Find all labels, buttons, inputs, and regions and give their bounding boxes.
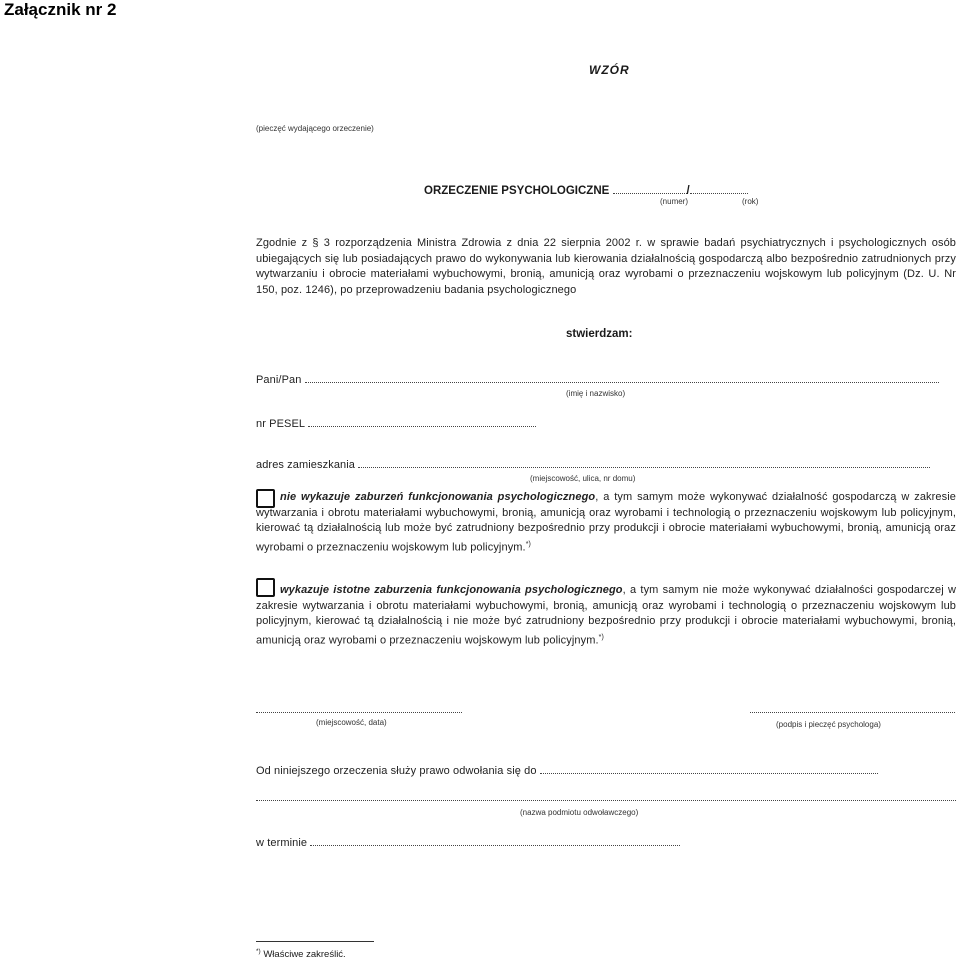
option-no-disorders-text xyxy=(256,490,956,556)
place-date-caption: (miejscowość, data) xyxy=(316,718,387,727)
deadline-label: w terminie xyxy=(256,837,308,849)
number-field[interactable] xyxy=(613,181,687,194)
option-disorders-rest: , a tym samym nie może wykonywać działalności gospodarczej w zakresie wytwarzania i obrotu materiałami wybuchowymi, bronią, amunicją oraz wyrobami i technologią o przeznaczeniu wojskowym lub policyjnym, kierować tą działalnością i nie może być zatrudniony bezpośrednio przy produkcji i obrocie materiałami wybuchowymi, bronią, amunicją oraz wyrobami o przeznaczeniu wojskowym lub policyjnym. xyxy=(256,584,956,647)
place-date-field[interactable] xyxy=(256,704,462,713)
footnote-text: Właściwe zakreślić. xyxy=(263,949,346,961)
appeal-text: Od niniejszego orzeczenia służy prawo odwołania się do xyxy=(256,765,537,777)
intro-paragraph: Zgodnie z § 3 rozporządzenia Ministra Zdrowia z dnia 22 sierpnia 2002 r. w sprawie badań psychiatrycznych i psychologicznych osób ubiegających się lub posiadających prawo do wykonywania lub kierowania działalnością gospodarczą albo bezpośrednio zatrudnionych przy wytwarzaniu i obrocie materiałami wybuchowymi, bronią, amunicją oraz wyrobami o przeznaczeniu wojskowym lub policyjnym (Dz. U. Nr 150, poz. 1246), po przeprowadzeniu badania psychologicznego xyxy=(256,237,956,296)
option-no-disorders-rest: , a tym samym może wykonywać działalność gospodarczą w zakresie wytwarzania i obrotu materiałami wybuchowymi, bronią, amunicją oraz wyrobami i technologią o przeznaczeniu wojskowym lub policyjnym, kierować tą działalnością lub może być zatrudniony bezpośrednio przy produkcji i obrocie materiałami wybuchowymi, bronią, amunicją oraz wyrobami o przeznaczeniu wojskowym lub policyjnym. xyxy=(256,491,956,554)
document-title: ORZECZENIE PSYCHOLOGICZNE xyxy=(424,185,610,197)
name-row xyxy=(256,370,939,389)
year-field[interactable] xyxy=(690,181,748,194)
document-title-line xyxy=(424,181,748,197)
appeal-field[interactable] xyxy=(540,761,878,774)
address-label: adres zamieszkania xyxy=(256,459,356,471)
year-caption: (rok) xyxy=(742,197,759,206)
template-label: WZÓR xyxy=(589,63,630,77)
name-field[interactable] xyxy=(305,370,939,383)
name-label: Pani/Pan xyxy=(256,374,302,386)
name-caption: (imię i nazwisko) xyxy=(566,389,626,398)
option-no-disorders-bold: nie wykazuje zaburzeń funkcjonowania psychologicznego xyxy=(280,491,596,503)
pesel-row xyxy=(256,414,536,433)
appeal-row xyxy=(256,761,878,780)
deadline-field[interactable] xyxy=(310,833,680,846)
address-field[interactable] xyxy=(358,455,930,468)
number-caption: (numer) xyxy=(660,197,689,206)
title-slash: / xyxy=(686,185,690,197)
stamp-caption: (pieczęć wydającego orzeczenie) xyxy=(256,124,374,133)
deadline-row xyxy=(256,833,680,852)
signature-caption: (podpis i pieczęć psychologa) xyxy=(776,720,881,729)
declaration-heading: stwierdzam: xyxy=(566,328,633,340)
appeal-caption: (nazwa podmiotu odwoławczego) xyxy=(520,808,639,817)
footnote-mark: *) xyxy=(256,948,261,955)
option-disorders-bold: wykazuje istotne zaburzenia funkcjonowania psychologicznego xyxy=(280,584,623,596)
option-disorders-mark: *) xyxy=(598,633,604,641)
option-no-disorders-mark: *) xyxy=(525,540,531,548)
attachment-label: Załącznik nr 2 xyxy=(4,0,117,19)
address-caption: (miejscowość, ulica, nr domu) xyxy=(530,474,636,483)
signature-field[interactable] xyxy=(750,704,955,713)
footnote xyxy=(256,948,346,960)
option-disorders-text xyxy=(256,583,956,649)
address-row xyxy=(256,455,930,474)
pesel-field[interactable] xyxy=(308,414,536,427)
footnote-rule xyxy=(256,941,374,942)
pesel-label: nr PESEL xyxy=(256,418,305,430)
appeal-body-field[interactable] xyxy=(256,792,956,801)
